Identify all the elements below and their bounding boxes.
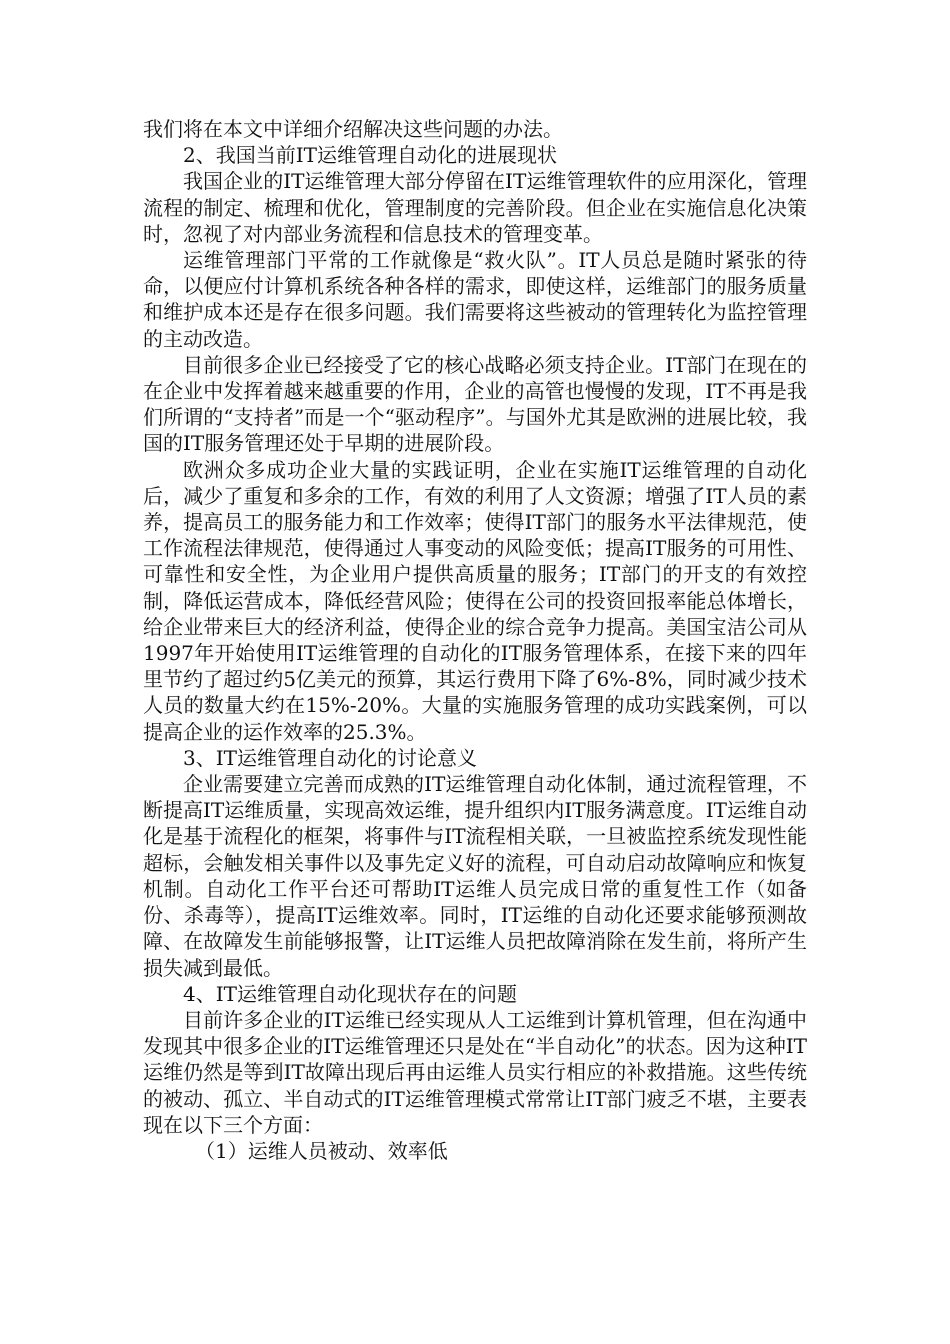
section-heading-4: 4、IT运维管理自动化现状存在的问题 [183,981,517,1006]
section-heading-3: 3、IT运维管理自动化的讨论意义 [183,745,477,770]
document-page [143,116,807,1164]
subheading-1: （1）运维人员被动、效率低 [195,1138,448,1163]
paragraph-domestic-status: 我国企业的IT运维管理大部分停留在IT运维管理软件的应用深化，管理流程的制定、梳理和优化，管理制度的完善阶段。但企业在实施信息化决策时，忽视了对内部业务流程和信息技术的管理变革。 [143,169,807,246]
paragraph-firefighting: 运维管理部门平常的工作就像是“救火队”。IT人员总是随时紧张的待命，以便应付计算机系统各种各样的需求，即使这样，运维部门的服务质量和维护成本还是存在很多问题。我们需要将这些被动的管理转化为监控管理的主动改造。 [143,248,807,351]
section-heading-2: 2、我国当前IT运维管理自动化的进展现状 [183,143,557,168]
paragraph-intro-closing: 我们将在本文中详细介绍解决这些问题的办法。 [143,117,563,141]
paragraph-problems: 目前许多企业的IT运维已经实现从人工运维到计算机管理，但在沟通中发现其中很多企业的IT运维管理还只是处在“半自动化”的状态。因为这种IT运维仍然是等到IT故障出现后再由运维人员实行相应的补救措施。这些传统的被动、孤立、半自动式的IT运维管理模式常常让IT部门疲乏不堪，主要表现在以下三个方面： [143,1007,807,1137]
paragraph-significance: 企业需要建立完善而成熟的IT运维管理自动化体制，通过流程管理，不断提高IT运维质量，实现高效运维，提升组织内IT服务满意度。IT运维自动化是基于流程化的框架，将事件与IT流程相关联，一旦被监控系统发现性能超标，会触发相关事件以及事先定义好的流程，可自动启动故障响应和恢复机制。自动化工作平台还可帮助IT运维人员完成日常的重复性工作（如备份、杀毒等），提高IT运维效率。同时，IT运维的自动化还要求能够预测故障、在故障发生前能够报警，让IT运维人员把故障消除在发生前，将所产生损失减到最低。 [143,772,807,980]
paragraph-europe-practice: 欧洲众多成功企业大量的实践证明，企业在实施IT运维管理的自动化后，减少了重复和多余的工作，有效的利用了人文资源；增强了IT人员的素养，提高员工的服务能力和工作效率；使得IT部门的服务水平法律规范，使工作流程法律规范，使得通过人事变动的风险变低；提高IT服务的可用性、可靠性和安全性，为企业用户提供高质量的服务；IT部门的开支的有效控制，降低运营成本，降低经营风险；使得在公司的投资回报率能总体增长，给企业带来巨大的经济利益，使得企业的综合竞争力提高。美国宝洁公司从1997年开始使用IT运维管理的自动化的IT服务管理体系，在接下来的四年里节约了超过约5亿美元的预算，其运行费用下降了6%-8%，同时减少技术人员的数量大约在15%-20%。大量的实施服务管理的成功实践案例，可以提高企业的运作效率的25.3%。 [143,457,807,744]
paragraph-core-strategy: 目前很多企业已经接受了它的核心战略必须支持企业。IT部门在现在的在企业中发挥着越来越重要的作用，企业的高管也慢慢的发现，IT不再是我们所谓的“支持者”而是一个“驱动程序”。与国外尤其是欧洲的进展比较，我国的IT服务管理还处于早期的进展阶段。 [143,352,807,456]
